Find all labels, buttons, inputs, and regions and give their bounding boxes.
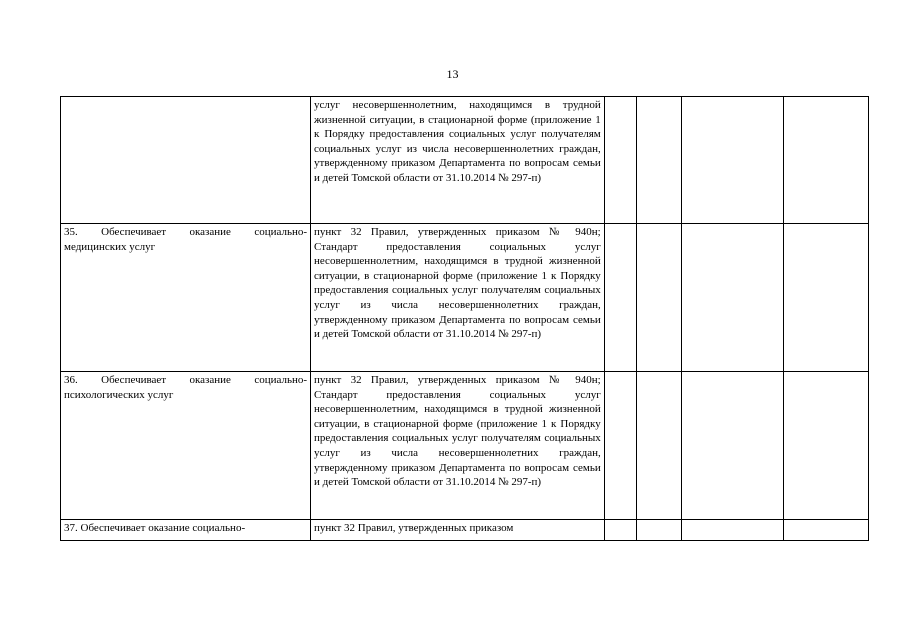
empty-cell [783, 224, 868, 372]
table-row [61, 224, 869, 372]
source-text: услуг несовершеннолетним, находящимся в трудной жизненной ситуации, в стационарной форме (приложение 1 к Порядку предоставления социальных услуг получателям социальных услуг из числа несовершеннолетних граждан, утвержденному приказом Департамента по вопросам семьи и детей Томской области от 31.10.2014 № 297-п) [314, 99, 601, 184]
empty-cell [681, 372, 783, 520]
requirement-cell [61, 372, 311, 520]
empty-cell [637, 372, 682, 520]
requirement-cell [61, 224, 311, 372]
requirement-text: 36. Обеспечивает оказание социально-психологических услуг [64, 374, 308, 401]
table-row [61, 372, 869, 520]
source-text: пункт 32 Правил, утвержденных приказом № 940н; Стандарт предоставления социальных услуг несовершеннолетним, находящимся в трудной жизненной ситуации, в стационарной форме (приложение 1 к Порядку предоставления социальных услуг получателям социальных услуг из числа несовершеннолетних граждан, утвержденному приказом Департамента по вопросам семьи и детей Томской области от 31.10.2014 № 297-п) [314, 374, 601, 489]
empty-cell [604, 97, 637, 224]
requirement-text: 37. Обеспечивает оказание социально- [64, 522, 246, 534]
source-cell [311, 224, 605, 372]
source-cell [311, 372, 605, 520]
requirement-cell [61, 520, 311, 541]
table-row [61, 520, 869, 541]
empty-cell [783, 520, 868, 541]
source-cell [311, 97, 605, 224]
source-text: пункт 32 Правил, утвержденных приказом [314, 522, 514, 534]
empty-cell [604, 372, 637, 520]
empty-cell [637, 520, 682, 541]
empty-cell [604, 224, 637, 372]
table-row [61, 97, 869, 224]
source-cell [311, 520, 605, 541]
empty-cell [637, 97, 682, 224]
requirement-text: 35. Обеспечивает оказание социально-медицинских услуг [64, 226, 308, 253]
page-number: 13 [446, 67, 459, 81]
requirements-table [60, 96, 869, 541]
requirement-cell [61, 97, 311, 224]
empty-cell [681, 97, 783, 224]
source-text: пункт 32 Правил, утвержденных приказом № 940н; Стандарт предоставления социальных услуг несовершеннолетним, находящимся в трудной жизненной ситуации, в стационарной форме (приложение 1 к Порядку предоставления социальных услуг получателям социальных услуг из числа несовершеннолетних граждан, утвержденному приказом Департамента по вопросам семьи и детей Томской области от 31.10.2014 № 297-п) [314, 226, 601, 341]
empty-cell [783, 372, 868, 520]
empty-cell [783, 97, 868, 224]
empty-cell [604, 520, 637, 541]
empty-cell [637, 224, 682, 372]
empty-cell [681, 224, 783, 372]
empty-cell [681, 520, 783, 541]
